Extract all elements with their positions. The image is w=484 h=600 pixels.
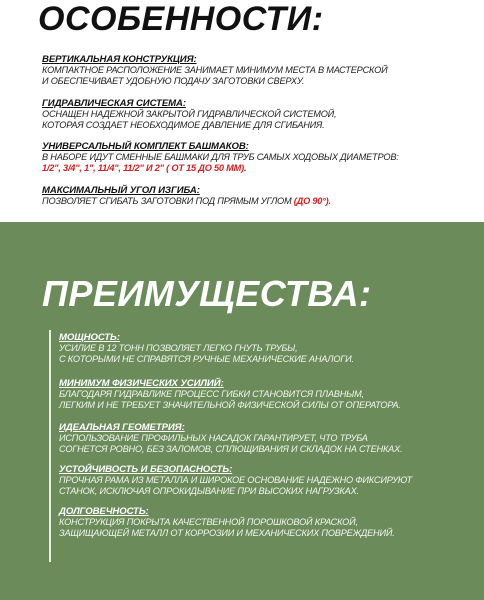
- feature-hydraulic-system: [42, 98, 472, 131]
- advantage-title: УСТОЙЧИВОСТЬ И БЕЗОПАСНОСТЬ:: [59, 464, 233, 475]
- advantage-min-effort: [59, 378, 479, 411]
- feature-text-line: КОМПАКТНОЕ РАСПОЛОЖЕНИЕ ЗАНИМАЕТ МИНИМУМ МЕСТА В МАСТЕРСКОЙ: [42, 65, 388, 75]
- feature-text-line: И ОБЕСПЕЧИВАЕТ УДОБНУЮ ПОДАЧУ ЗАГОТОВКИ СВЕРХУ.: [42, 76, 305, 86]
- advantage-stability: [59, 464, 479, 497]
- advantage-text-line: УСИЛИЕ В 12 ТОНН ПОЗВОЛЯЕТ ЛЕГКО ГНУТЬ ТРУБЫ,: [59, 343, 298, 353]
- advantage-geometry: [59, 422, 479, 455]
- advantages-divider-line: [49, 330, 51, 562]
- feature-vertical-design: [42, 54, 472, 87]
- features-heading: ОСОБЕННОСТИ:: [38, 0, 324, 38]
- advantage-text-line: СТАНОК, ИСКЛЮЧАЯ ОПРОКИДЫВАНИЕ ПРИ ВЫСОКИХ НАГРУЗКАХ.: [59, 486, 359, 496]
- advantage-text-line: СОГНЕТСЯ РОВНО, БЕЗ ЗАЛОМОВ, СПЛЮЩИВАНИЯ И СКЛАДОК НА СТЕНКАХ.: [59, 444, 403, 454]
- advantage-durability: [59, 506, 479, 539]
- feature-title: УНИВЕРСАЛЬНЫЙ КОМПЛЕКТ БАШМАКОВ:: [42, 141, 249, 152]
- feature-highlight-diameters: 1/2", 3/4", 1", 11/4", 11/2" И 2" ( ОТ 15 ДО 50 ММ).: [42, 163, 247, 173]
- feature-text-line: КОТОРАЯ СОЗДАЕТ НЕОБХОДИМОЕ ДАВЛЕНИЕ ДЛЯ СГИБАНИЯ.: [42, 120, 325, 130]
- feature-max-angle: [42, 185, 472, 207]
- feature-shoe-kit: [42, 141, 472, 174]
- advantages-section: [0, 222, 484, 600]
- feature-title: МАКСИМАЛЬНЫЙ УГОЛ ИЗГИБА:: [42, 185, 200, 196]
- advantage-text-line: ПРОЧНАЯ РАМА ИЗ МЕТАЛЛА И ШИРОКОЕ ОСНОВАНИЕ НАДЕЖНО ФИКСИРУЮТ: [59, 475, 412, 485]
- feature-title: ГИДРАВЛИЧЕСКАЯ СИСТЕМА:: [42, 98, 186, 109]
- feature-text-line: В НАБОРЕ ИДУТ СМЕННЫЕ БАШМАКИ ДЛЯ ТРУБ САМЫХ ХОДОВЫХ ДИАМЕТРОВ:: [42, 152, 399, 162]
- advantage-text-line: ЛЕГКИМ И НЕ ТРЕБУЕТ ЗНАЧИТЕЛЬНОЙ ФИЗИЧЕСКОЙ СИЛЫ ОТ ОПЕРАТОРА.: [59, 400, 401, 410]
- feature-highlight-angle: (ДО 90°).: [293, 196, 331, 206]
- advantage-title: ДОЛГОВЕЧНОСТЬ:: [59, 506, 149, 517]
- feature-text-line: [42, 196, 472, 207]
- advantage-title: МИНИМУМ ФИЗИЧЕСКИХ УСИЛИЙ:: [59, 378, 224, 389]
- advantage-text-line: БЛАГОДАРЯ ГИДРАВЛИКЕ ПРОЦЕСС ГИБКИ СТАНОВИТСЯ ПЛАВНЫМ,: [59, 389, 364, 399]
- advantage-text-line: ЗАЩИЩАЮЩЕЙ МЕТАЛЛ ОТ КОРРОЗИИ И МЕХАНИЧЕСКИХ ПОВРЕЖДЕНИЙ.: [59, 528, 395, 538]
- feature-text-line: ОСНАЩЕН НАДЕЖНОЙ ЗАКРЫТОЙ ГИДРАВЛИЧЕСКОЙ СИСТЕМОЙ,: [42, 109, 337, 119]
- feature-title: ВЕРТИКАЛЬНАЯ КОНСТРУКЦИЯ:: [42, 54, 197, 65]
- advantage-power: [59, 332, 479, 365]
- advantage-text-line: ИСПОЛЬЗОВАНИЕ ПРОФИЛЬНЫХ НАСАДОК ГАРАНТИРУЕТ, ЧТО ТРУБА: [59, 433, 368, 443]
- advantages-heading: ПРЕИМУЩЕСТВА:: [42, 273, 372, 314]
- advantage-title: МОЩНОСТЬ:: [59, 332, 120, 343]
- feature-text-prefix: ПОЗВОЛЯЕТ СГИБАТЬ ЗАГОТОВКИ ПОД ПРЯМЫМ УГЛОМ: [42, 196, 294, 206]
- advantage-text-line: С КОТОРЫМИ НЕ СПРАВЯТСЯ РУЧНЫЕ МЕХАНИЧЕСКИЕ АНАЛОГИ.: [59, 354, 354, 364]
- advantage-text-line: КОНСТРУКЦИЯ ПОКРЫТА КАЧЕСТВЕННОЙ ПОРОШКОВОЙ КРАСКОЙ,: [59, 517, 358, 527]
- advantage-title: ИДЕАЛЬНАЯ ГЕОМЕТРИЯ:: [59, 422, 185, 433]
- features-section: [0, 0, 484, 220]
